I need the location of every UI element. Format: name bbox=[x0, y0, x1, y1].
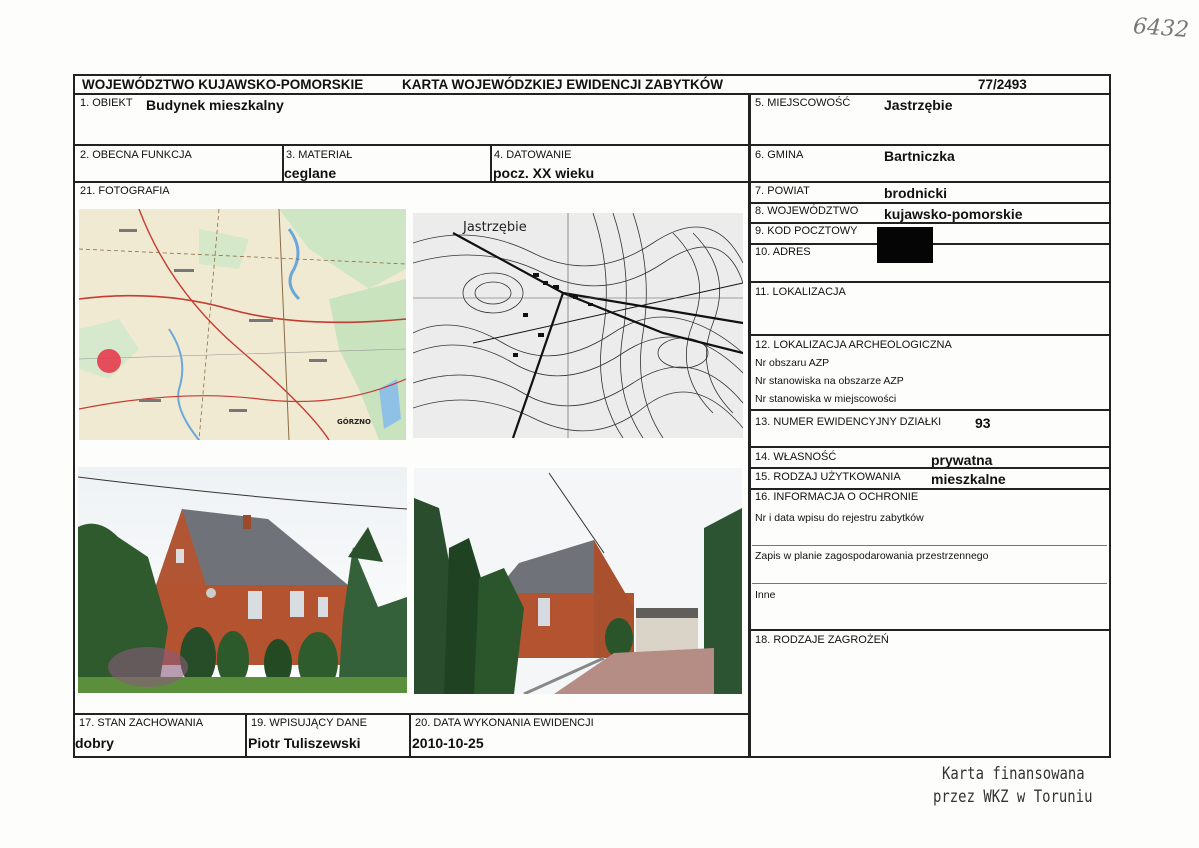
label-adres: 10. ADRES bbox=[755, 246, 811, 258]
label-ochrona: 16. INFORMACJA O OCHRONIE bbox=[755, 491, 919, 503]
value-powiat: brodnicki bbox=[884, 185, 948, 201]
house-photo-2-graphic bbox=[414, 468, 742, 694]
value-datowanie: pocz. XX wieku bbox=[493, 165, 595, 181]
value-material: ceglane bbox=[284, 165, 337, 181]
label-numer-dzialki: 13. NUMER EWIDENCYJNY DZIAŁKI bbox=[755, 416, 942, 428]
ochrona-line-3: Inne bbox=[755, 589, 776, 601]
label-data: 20. DATA WYKONANIA EWIDENCJI bbox=[415, 717, 594, 729]
label-wojewodztwo: 8. WOJEWÓDZTWO bbox=[755, 205, 859, 217]
financing-stamp-line-2: przez WKZ w Toruniu bbox=[933, 787, 1093, 807]
value-gmina: Bartniczka bbox=[884, 148, 955, 164]
location-map-bw-graphic bbox=[413, 213, 743, 438]
ochrona-divider-2 bbox=[752, 583, 1107, 584]
label-gmina: 6. GMINA bbox=[755, 149, 804, 161]
label-miejscowosc: 5. MIEJSCOWOŚĆ bbox=[755, 97, 851, 109]
label-fotografia: 21. FOTOGRAFIA bbox=[80, 185, 170, 197]
value-stan: dobry bbox=[75, 735, 114, 751]
label-datowanie: 4. DATOWANIE bbox=[494, 149, 572, 161]
label-kod: 9. KOD POCZTOWY bbox=[755, 225, 858, 237]
value-wlasnosc: prywatna bbox=[931, 452, 993, 468]
label-stan: 17. STAN ZACHOWANIA bbox=[79, 717, 204, 729]
value-wpisujacy: Piotr Tuliszewski bbox=[248, 735, 361, 751]
header-title: KARTA WOJEWÓDZKIEJ EWIDENCJI ZABYTKÓW bbox=[402, 77, 723, 92]
label-obiekt: 1. OBIEKT bbox=[80, 97, 133, 109]
house-photo-1-graphic bbox=[78, 467, 407, 693]
value-numer-dzialki: 93 bbox=[975, 415, 991, 431]
cell-zagrozenia bbox=[749, 629, 1111, 758]
label-funkcja: 2. OBECNA FUNKCJA bbox=[80, 149, 192, 161]
label-wlasnosc: 14. WŁASNOŚĆ bbox=[755, 451, 837, 463]
location-map-color bbox=[79, 209, 406, 440]
archeo-line-1: Nr obszaru AZP bbox=[755, 357, 830, 369]
label-zagrozenia: 18. RODZAJE ZAGROŻEŃ bbox=[755, 634, 889, 646]
label-powiat: 7. POWIAT bbox=[755, 185, 810, 197]
archeo-line-3: Nr stanowiska w miejscowości bbox=[755, 393, 897, 405]
cell-numer-dzialki bbox=[749, 409, 1111, 448]
house-photo-2 bbox=[414, 468, 742, 694]
map-label-gorzno: GÓRZNO bbox=[337, 418, 371, 426]
label-archeo: 12. LOKALIZACJA ARCHEOLOGICZNA bbox=[755, 339, 952, 351]
label-wpisujacy: 19. WPISUJĄCY DANE bbox=[251, 717, 367, 729]
value-uzytkowanie: mieszkalne bbox=[931, 471, 1006, 487]
value-data: 2010-10-25 bbox=[412, 735, 484, 751]
handwritten-number: 6432 bbox=[1132, 14, 1190, 43]
card-number: 77/2493 bbox=[978, 77, 1027, 92]
header-region: WOJEWÓDZTWO KUJAWSKO-POMORSKIE bbox=[82, 77, 364, 92]
label-lokalizacja: 11. LOKALIZACJA bbox=[755, 286, 846, 298]
ochrona-line-2: Zapis w planie zagospodarowania przestrzennego bbox=[755, 550, 989, 562]
value-obiekt: Budynek mieszkalny bbox=[146, 97, 284, 113]
label-uzytkowanie: 15. RODZAJ UŻYTKOWANIA bbox=[755, 471, 901, 483]
label-material: 3. MATERIAŁ bbox=[286, 149, 353, 161]
redaction-block bbox=[877, 227, 933, 263]
house-photo-1 bbox=[78, 467, 407, 693]
value-miejscowosc: Jastrzębie bbox=[884, 97, 953, 113]
ochrona-divider-1 bbox=[752, 545, 1107, 546]
location-map-color-graphic bbox=[79, 209, 406, 440]
financing-stamp-line-1: Karta finansowana bbox=[942, 764, 1085, 784]
ochrona-line-1: Nr i data wpisu do rejestru zabytków bbox=[755, 512, 924, 524]
location-map-bw bbox=[413, 213, 743, 438]
value-wojewodztwo: kujawsko-pomorskie bbox=[884, 206, 1023, 222]
map-label-jastrzebie: Jastrzębie bbox=[463, 220, 527, 235]
archeo-line-2: Nr stanowiska na obszarze AZP bbox=[755, 375, 904, 387]
